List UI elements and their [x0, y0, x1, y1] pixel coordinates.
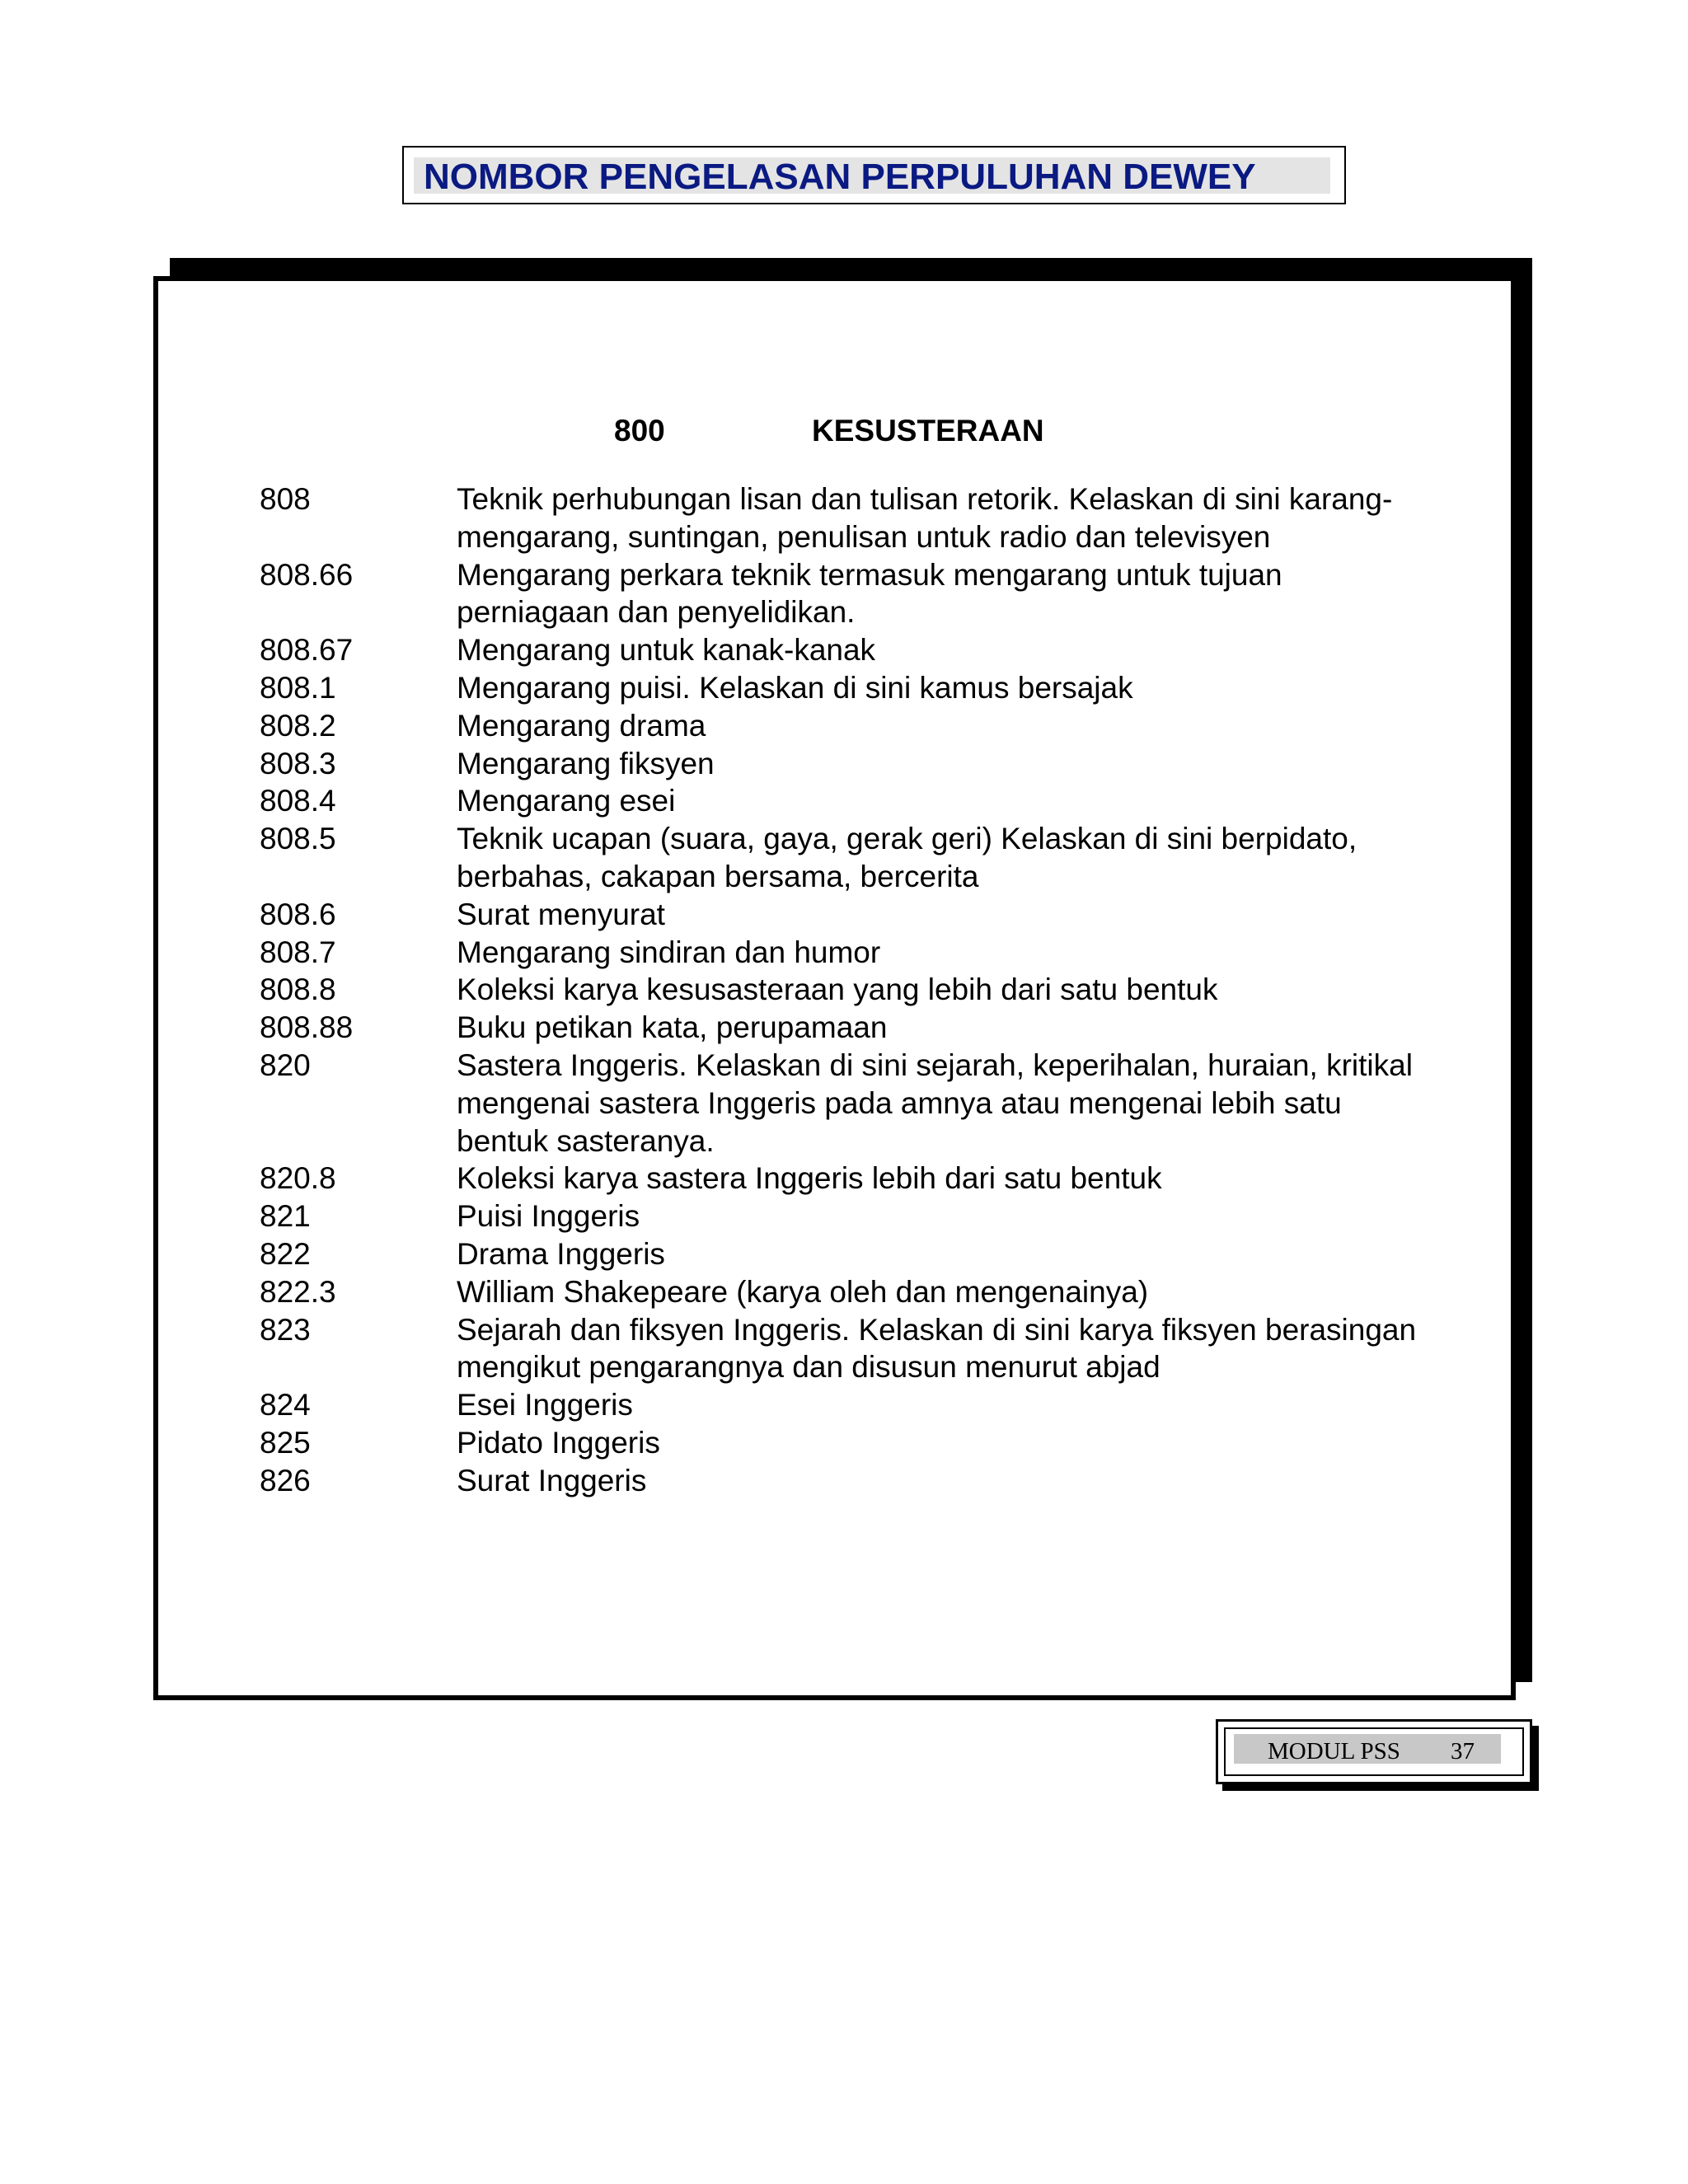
- entry-description: Pidato Inggeris: [457, 1425, 660, 1460]
- list-item: [260, 971, 1447, 1009]
- entry-code: 808.6: [260, 897, 336, 931]
- list-item: [260, 1009, 1447, 1047]
- entry-code: 808.8: [260, 972, 336, 1007]
- module-label: MODUL PSS: [1268, 1738, 1400, 1765]
- entry-description: Drama Inggeris: [457, 1236, 665, 1271]
- entry-code: 825: [260, 1425, 311, 1460]
- list-item: [260, 669, 1447, 707]
- entry-code: 820: [260, 1047, 311, 1082]
- entry-code: 808.67: [260, 633, 354, 668]
- list-item: [260, 896, 1447, 934]
- list-item: [260, 1160, 1447, 1197]
- section-heading: [158, 410, 1511, 452]
- list-item: [260, 745, 1447, 783]
- entry-code: 822.3: [260, 1274, 336, 1309]
- page-number: 37: [1451, 1738, 1475, 1765]
- entry-description: Teknik ucapan (suara, gaya, gerak geri) Kelaskan di sini berpidato, berbahas, cakapan bersama, bercerita: [457, 822, 1357, 893]
- entry-description: Sastera Inggeris. Kelaskan di sini sejarah, keperihalan, huraian, kritikal mengenai sastera Inggeris pada amnya atau mengenai lebih satu bentuk sasteranya.: [457, 1047, 1413, 1158]
- entry-description: Esei Inggeris: [457, 1388, 633, 1422]
- list-item: [260, 1235, 1447, 1273]
- list-item: [260, 1386, 1447, 1424]
- list-item: [260, 1047, 1447, 1160]
- entry-code: 824: [260, 1388, 311, 1422]
- entry-description: Teknik perhubungan lisan dan tulisan retorik. Kelaskan di sini karang- mengarang, suntingan, penulisan untuk radio dan televisyen: [457, 482, 1393, 554]
- list-item: [260, 1197, 1447, 1235]
- footer-box: [1216, 1719, 1532, 1784]
- entry-code: 808.1: [260, 670, 336, 705]
- list-item: [260, 556, 1447, 632]
- list-item: [260, 480, 1447, 556]
- list-item: [260, 1311, 1447, 1387]
- entry-description: Surat Inggeris: [457, 1463, 647, 1497]
- section-code: 800: [614, 414, 665, 448]
- entry-code: 808.7: [260, 935, 336, 969]
- entry-description: William Shakepeare (karya oleh dan mengenainya): [457, 1274, 1149, 1309]
- entry-code: 808.66: [260, 557, 354, 592]
- entry-description: Sejarah dan fiksyen Inggeris. Kelaskan di sini karya fiksyen berasingan mengikut pengarangnya dan disusun menurut abjad: [457, 1312, 1417, 1385]
- entry-description: Koleksi karya sastera Inggeris lebih dari satu bentuk: [457, 1161, 1162, 1196]
- entry-description: Mengarang fiksyen: [457, 746, 715, 780]
- classification-list: [260, 480, 1447, 1500]
- list-item: [260, 631, 1447, 669]
- entry-description: Koleksi karya kesusasteraan yang lebih dari satu bentuk: [457, 972, 1218, 1007]
- entry-description: Mengarang untuk kanak-kanak: [457, 633, 876, 668]
- list-item: [260, 934, 1447, 972]
- entry-description: Surat menyurat: [457, 897, 665, 931]
- list-item: [260, 1462, 1447, 1500]
- entry-description: Mengarang esei: [457, 784, 676, 818]
- entry-description: Puisi Inggeris: [457, 1199, 640, 1234]
- list-item: [260, 782, 1447, 820]
- header-box: [402, 146, 1346, 204]
- entry-code: 823: [260, 1312, 311, 1347]
- list-item: [260, 820, 1447, 896]
- entry-code: 821: [260, 1199, 311, 1234]
- content-panel: [153, 276, 1516, 1700]
- entry-code: 808.3: [260, 746, 336, 780]
- entry-code: 808.2: [260, 708, 336, 743]
- section-title: KESUSTERAAN: [812, 414, 1044, 448]
- entry-description: Mengarang perkara teknik termasuk mengarang untuk tujuan perniagaan dan penyelidikan.: [457, 557, 1282, 630]
- list-item: [260, 1273, 1447, 1311]
- entry-description: Mengarang drama: [457, 708, 706, 743]
- list-item: [260, 1424, 1447, 1462]
- entry-code: 808.5: [260, 822, 336, 856]
- page-title: NOMBOR PENGELASAN PERPULUHAN DEWEY: [424, 157, 1256, 197]
- entry-description: Mengarang puisi. Kelaskan di sini kamus bersajak: [457, 670, 1133, 705]
- entry-code: 808.88: [260, 1010, 354, 1045]
- list-item: [260, 707, 1447, 745]
- entry-description: Mengarang sindiran dan humor: [457, 935, 881, 969]
- entry-code: 808.4: [260, 784, 336, 818]
- entry-description: Buku petikan kata, perupamaan: [457, 1010, 888, 1045]
- entry-code: 822: [260, 1236, 311, 1271]
- entry-code: 826: [260, 1463, 311, 1497]
- entry-code: 808: [260, 482, 311, 516]
- entry-code: 820.8: [260, 1161, 336, 1196]
